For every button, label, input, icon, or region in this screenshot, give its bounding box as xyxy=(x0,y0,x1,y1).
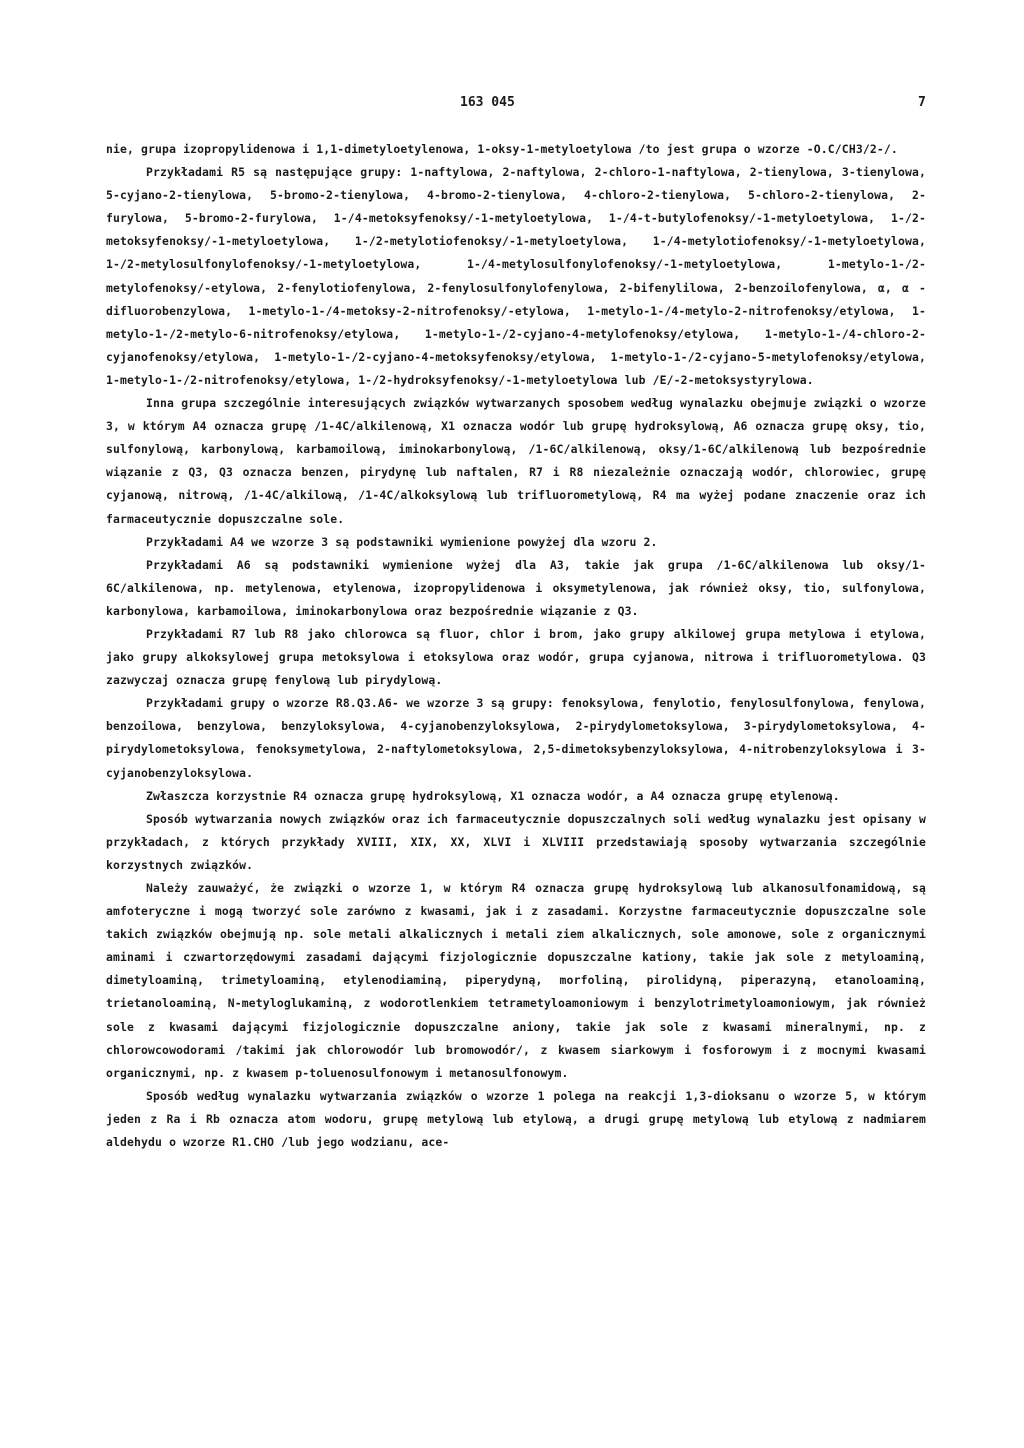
paragraph-r7-r8-examples: Przykładami R7 lub R8 jako chlorowca są fluor, chlor i brom, jako grupy alkilowej grupa metylowa i etylowa, jako grupy alkoksylowej grupa metoksylowa i etoksylowa oraz wodór, grupa cyjanowa, nitrowa i trifluorometylowa. Q3 zazwyczaj oznacza grupę fenylową lub pirydylową. xyxy=(106,626,926,688)
paragraph-method-description: Sposób wytwarzania nowych związków oraz ich farmaceutycznie dopuszczalnych soli według wynalazku jest opisany w przykładach, z których przykłady XVIII, XIX, XX, XLVI i XLVIII przedstawiają sposoby wytwarzania szczególnie korzystnych związków. xyxy=(106,811,926,872)
paragraph-a4-examples: Przykładami A4 we wzorze 3 są podstawniki wymienione powyżej dla wzoru 2. xyxy=(146,534,658,549)
paragraph-salts: Należy zauważyć, że związki o wzorze 1, w którym R4 oznacza grupę hydroksylową lub alkanosulfonamidową, są amfoteryczne i mogą tworzyć sole zarówno z kwasami, jak i z zasadami. Korzystne farmaceutycznie dopuszczalne sole takich związków obejmują np. sole metali alkalicznych i metali ziem alkalicznych, sole amonowe, sole z organicznymi aminami i czwartorzędowymi zasadami dającymi fizjologicznie dopuszczalne kationy, takie jak sole z metyloaminą, dimetyloaminą, trimetyloaminą, etylenodiaminą, piperydyną, morfoliną, pirolidyną, piperazyną, etanoloaminą, trietanoloaminą, N-metyloglukaminą, z wodorotlenkiem tetrametyloamoniowym i benzylotrimetyloamoniowym, jak również sole z kwasami dającymi fizjologicznie dopuszczalne aniony, takie jak sole z kwasami mineralnymi, np. z chlorowcowodorami /takimi jak chlorowodór lub bromowodór/, z kwasem siarkowym i fosforowym i z mocnymi kwasami organicznymi, np. z kwasem p-toluenosulfonowym i metanosulfonowym. xyxy=(106,881,926,1080)
patent-number: 163 045 xyxy=(460,95,515,110)
paragraph-a6-examples: Przykładami A6 są podstawniki wymienione wyżej dla A3, takie jak grupa /1-6C/alkilenowa lub oksy/1-6C/alkilenowa, np. metylenowa, etylenowa, izopropylidenowa i oksymetylenowa, jak również oksy, tio, sulfonylowa, karbonylowa, karbamoilowa, iminokarbonylowa oraz bezpośrednie wiązanie z Q3. xyxy=(106,557,926,618)
paragraph-process: Sposób według wynalazku wytwarzania związków o wzorze 1 polega na reakcji 1,3-dioksanu o wzorze 5, w którym jeden z Ra i Rb oznacza atom wodoru, grupę metylową lub etylową, a drugi grupę metylową lub etylową z nadmiarem aldehydu o wzorze R1.CHO /lub jego wodzianu, ace- xyxy=(106,1088,926,1150)
paragraph-preferred: Zwłaszcza korzystnie R4 oznacza grupę hydroksylową, X1 oznacza wodór, a A4 oznacza grupę etylenową. xyxy=(146,788,840,803)
paragraph-continuation: nie, grupa izopropylidenowa i 1,1-dimetyloetylenowa, 1-oksy-1-metyloetylowa /to jest grupa o wzorze -O.C/CH3/2-/. xyxy=(106,142,898,156)
paragraph-group-examples: Przykładami grupy o wzorze R8.Q3.A6- we wzorze 3 są grupy: fenoksylowa, fenylotio, fenylosulfonylowa, fenylowa, benzoilowa, benzylowa, benzyloksylowa, 4-cyjanobenzyloksylowa, 2-pirydylometoksylowa, 3-pirydylometoksylowa, 4-pirydylometoksylowa, fenoksymetylowa, 2-naftylometoksylowa, 2,5-dimetoksybenzyloksylowa, 4-nitrobenzyloksylowa i 3-cyjanobenzyloksylowa. xyxy=(106,696,926,780)
page-number: 7 xyxy=(918,95,926,110)
paragraph-formula-3: Inna grupa szczególnie interesujących związków wytwarzanych sposobem według wynalazku obejmuje związki o wzorze 3, w którym A4 oznacza grupę /1-4C/alkilenową, X1 oznacza wodór lub grupę hydroksylową, A6 oznacza grupę oksy, tio, sulfonylową, karbonylową, karbamoilową, iminokarbonylową, /1-6C/alkilenową, oksy/1-6C/alkilenową lub bezpośrednie wiązanie z Q3, Q3 oznacza benzen, pirydynę lub naftalen, R7 i R8 niezależnie oznaczają wodór, chlorowiec, grupę cyjanową, nitrową, /1-4C/alkilową, /1-4C/alkoksylową lub trifluorometylową, R4 ma wyżej podane znaczenie oraz ich farmaceutycznie dopuszczalne sole. xyxy=(106,396,926,526)
document-body xyxy=(106,138,926,1154)
paragraph-r5-examples: Przykładami R5 są następujące grupy: 1-naftylowa, 2-naftylowa, 2-chloro-1-naftylowa, 2-tienylowa, 3-tienylowa, 5-cyjano-2-tienylowa, 5-bromo-2-tienylowa, 4-bromo-2-tienylowa, 4-chloro-2-tienylowa, 5-chloro-2-tienylowa, 2-furylowa, 5-bromo-2-furylowa, 1-/4-metoksyfenoksy/-1-metyloetylowa, 1-/4-t-butylofenoksy/-1-metyloetylowa, 1-/2-metoksyfenoksy/-1-metyloetylowa, 1-/2-metylotiofenoksy/-1-metyloetylowa, 1-/4-metylotiofenoksy/-1-metyloetylowa, 1-/2-metylosulfonylofenoksy/-1-metyloetylowa, 1-/4-metylosulfonylofenoksy/-1-metyloetylowa, 1-metylo-1-/2-metylofenoksy/-etylowa, 2-fenylotiofenylowa, 2-fenylosulfonylofenylowa, 2-bifenylilowa, 2-benzoilofenylowa, α, α -difluorobenzylowa, 1-metylo-1-/4-metoksy-2-nitrofenoksy/-etylowa, 1-metylo-1-/4-metylo-2-nitrofenoksy/etylowa, 1-metylo-1-/2-metylo-6-nitrofenoksy/etylowa, 1-metylo-1-/2-cyjano-4-metylofenoksy/etylowa, 1-metylo-1-/4-chloro-2-cyjanofenoksy/etylowa, 1-metylo-1-/2-cyjano-4-metoksyfenoksy/etylowa, 1-metylo-1-/2-cyjano-5-metylofenoksy/etylowa, 1-metylo-1-/2-nitrofenoksy/etylowa, 1-/2-hydroksyfenoksy/-1-metyloetylowa lub /E/-2-metoksystyrylowa. xyxy=(106,165,926,387)
